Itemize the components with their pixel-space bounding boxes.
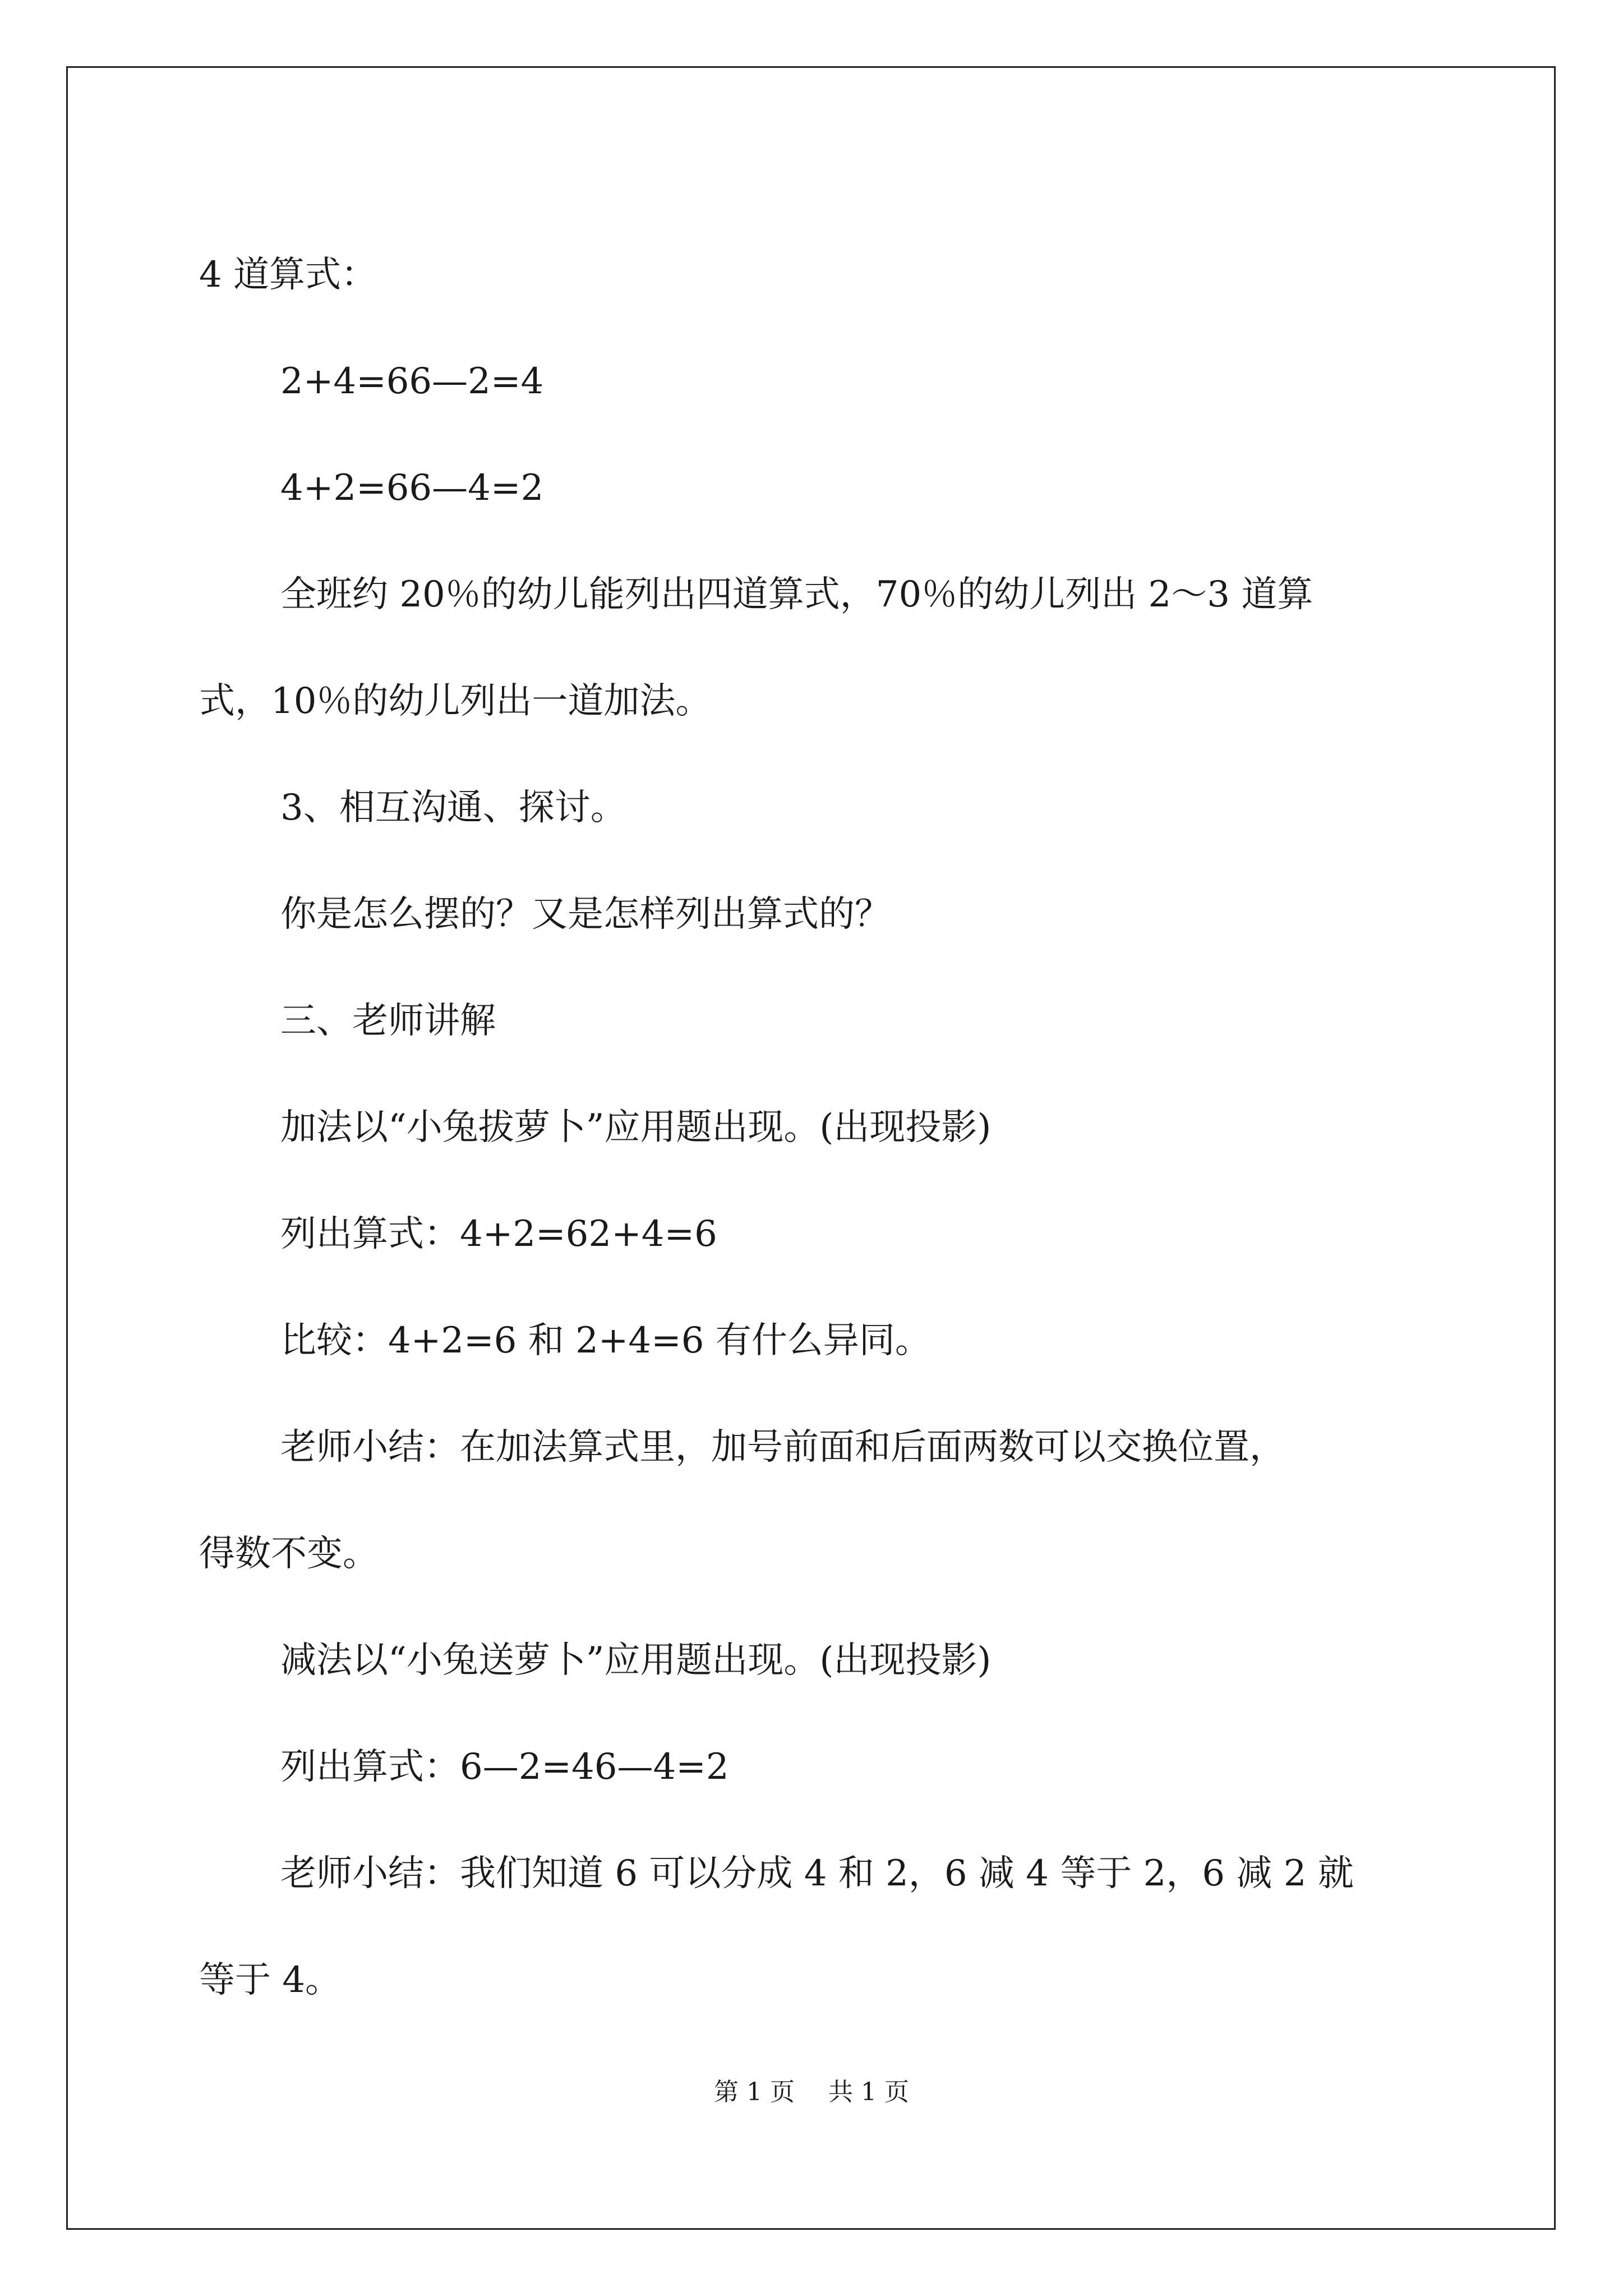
page-number: 第 1 页 [714, 2078, 795, 2106]
paragraph: 得数不变。 [199, 1533, 379, 1575]
paragraph: 加法以“小兔拔萝卜”应用题出现。(出现投影) [280, 1107, 992, 1148]
paragraph: 2+4=66—2=4 [280, 361, 544, 402]
page-total: 共 1 页 [828, 2078, 909, 2106]
paragraph: 减法以“小兔送萝卜”应用题出现。(出现投影) [280, 1640, 992, 1681]
paragraph: 老师小结：在加法算式里，加号前面和后面两数可以交换位置， [280, 1427, 1285, 1468]
paragraph: 3、相互沟通、探讨。 [280, 787, 626, 829]
paragraph: 老师小结：我们知道 6 可以分成 4 和 2，6 减 4 等于 2，6 减 2 就 [280, 1853, 1354, 1894]
paragraph: 列出算式：4+2=62+4=6 [280, 1213, 717, 1255]
paragraph: 比较：4+2=6 和 2+4=6 有什么异同。 [280, 1320, 931, 1361]
section-heading: 三、老师讲解 [280, 1000, 496, 1042]
paragraph: 你是怎么摆的？又是怎样列出算式的？ [280, 894, 891, 935]
paragraph: 列出算式：6—2=46—4=2 [280, 1746, 729, 1788]
paragraph: 全班约 20％的幼儿能列出四道算式，70％的幼儿列出 2～3 道算 [280, 574, 1313, 615]
paragraph: 式，10％的幼儿列出一道加法。 [199, 680, 712, 722]
document-body [199, 222, 1438, 2033]
paragraph: 4+2=66—4=2 [280, 467, 544, 509]
page-footer [0, 2076, 1623, 2109]
paragraph: 4 道算式： [199, 254, 377, 296]
paragraph: 等于 4。 [199, 1959, 342, 2001]
